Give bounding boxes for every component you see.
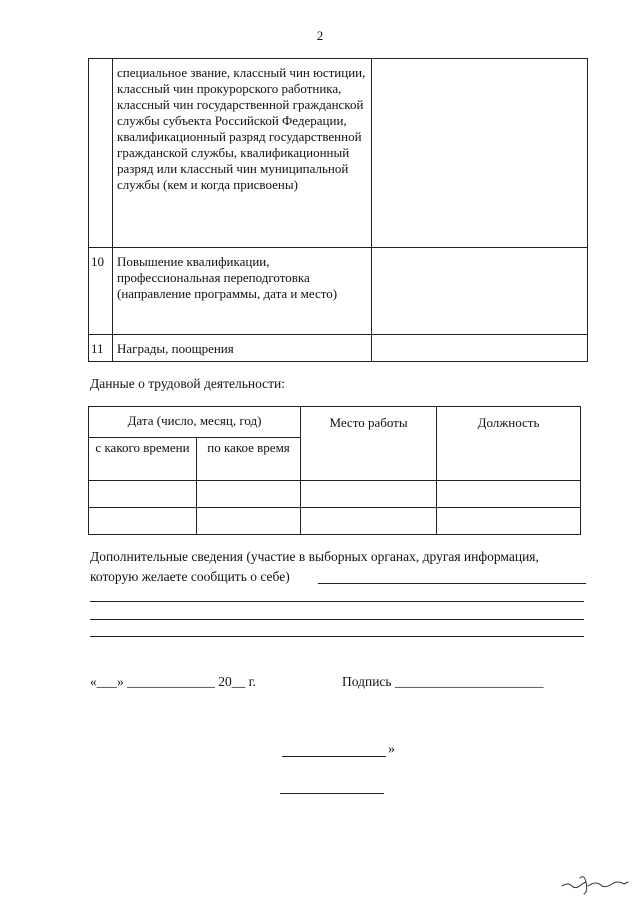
bottom-fill-line[interactable] <box>280 793 384 794</box>
table-row <box>89 481 581 508</box>
row-value-field[interactable] <box>372 335 588 362</box>
info-fill-line[interactable] <box>90 619 584 620</box>
from-cell[interactable] <box>89 481 197 508</box>
to-cell[interactable] <box>197 481 301 508</box>
row-label: специальное звание, классный чин юстиции, классный чин прокурорского работника, классный чин государственной гражданской службы субъекта Российской Федерации, квалификационный разряд государственной гражданской службы, квалификационный разряд или классный чин муниципальной службы (кем и когда присвоены) <box>113 59 372 248</box>
place-cell[interactable] <box>301 481 437 508</box>
closing-quote: » <box>388 742 395 757</box>
date-header: Дата (число, месяц, год) <box>89 407 301 438</box>
row-label: Повышение квалификации, профессиональная переподготовка (направление программы, дата и место) <box>113 248 372 335</box>
info-fill-line[interactable] <box>318 583 586 584</box>
position-header: Должность <box>437 407 581 481</box>
personal-data-table <box>88 58 588 362</box>
row-number <box>89 59 113 248</box>
row-number: 11 <box>89 335 113 362</box>
info-fill-line[interactable] <box>90 601 584 602</box>
position-cell[interactable] <box>437 481 581 508</box>
from-cell[interactable] <box>89 508 197 535</box>
table-row <box>89 248 588 335</box>
row-value-field[interactable] <box>372 248 588 335</box>
signature-field[interactable]: Подпись ______________________ <box>342 674 544 689</box>
position-cell[interactable] <box>437 508 581 535</box>
page-number: 2 <box>316 28 324 43</box>
row-number: 10 <box>89 248 113 335</box>
table-row <box>89 335 588 362</box>
place-header: Место работы <box>301 407 437 481</box>
row-value-field[interactable] <box>372 59 588 248</box>
date-field[interactable]: «___» _____________ 20__ г. <box>90 674 257 689</box>
to-header: по какое время <box>197 438 301 481</box>
work-history-table <box>88 406 581 535</box>
table-row <box>89 59 588 248</box>
handwritten-signature <box>560 870 632 896</box>
table-row <box>89 508 581 535</box>
from-header: с какого времени <box>89 438 197 481</box>
header-row <box>89 407 581 438</box>
name-fill-line[interactable] <box>282 756 386 757</box>
place-cell[interactable] <box>301 508 437 535</box>
row-label: Награды, поощрения <box>113 335 372 362</box>
additional-info-line1: Дополнительные сведения (участие в выборных органах, другая информация, <box>90 549 539 564</box>
additional-info-line2: которую желаете сообщить о себе) <box>90 569 290 584</box>
to-cell[interactable] <box>197 508 301 535</box>
info-fill-line[interactable] <box>90 636 584 637</box>
work-section-title: Данные о трудовой деятельности: <box>90 376 286 391</box>
